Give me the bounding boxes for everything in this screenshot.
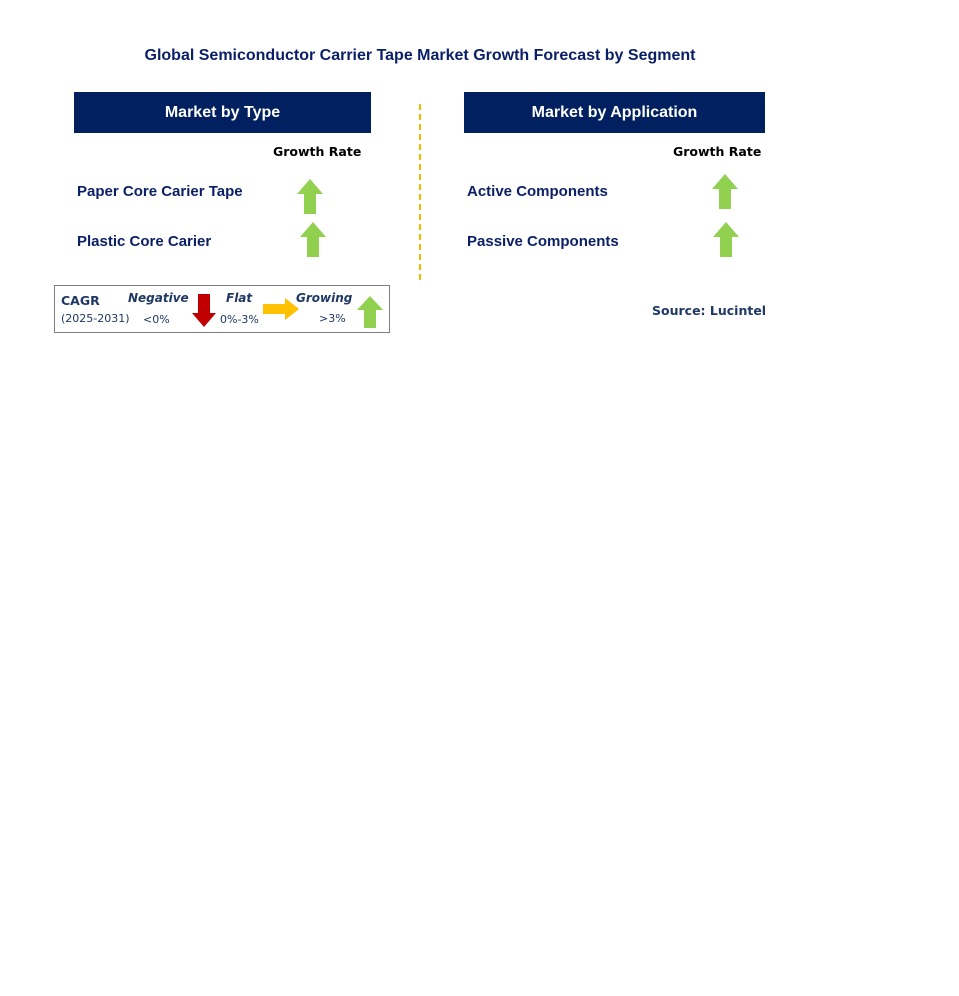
up-arrow-icon (712, 174, 738, 209)
type-panel-header: Market by Type (74, 92, 371, 133)
legend-flat-label: Flat (226, 291, 253, 305)
chart-title: Global Semiconductor Carrier Tape Market Growth Forecast by Segment (144, 47, 696, 64)
down-arrow-icon (192, 294, 216, 327)
right-arrow-icon (263, 298, 299, 320)
legend-growing-label: Growing (296, 291, 353, 305)
type-growth-rate-label: Growth Rate (273, 144, 362, 159)
up-arrow-icon (357, 296, 383, 328)
legend-negative-range: <0% (143, 313, 170, 326)
application-panel-header: Market by Application (464, 92, 765, 133)
panel-divider (419, 104, 421, 280)
application-growth-rate-label: Growth Rate (673, 144, 762, 159)
cagr-legend (54, 285, 390, 333)
type-row-plastic-core-label: Plastic Core Carier (77, 233, 212, 250)
legend-cagr-label: CAGR (61, 293, 100, 308)
up-arrow-icon (713, 222, 739, 257)
up-arrow-icon (300, 222, 326, 257)
legend-negative-label: Negative (128, 291, 189, 305)
legend-growing-range: >3% (319, 312, 346, 325)
source-label: Source: Lucintel (652, 303, 767, 318)
application-row-passive-label: Passive Components (467, 233, 619, 250)
application-row-active-label: Active Components (467, 183, 608, 200)
legend-period: (2025-2031) (61, 312, 130, 325)
up-arrow-icon (297, 179, 323, 214)
legend-flat-range: 0%-3% (220, 313, 259, 326)
type-row-paper-core-label: Paper Core Carier Tape (77, 183, 243, 200)
